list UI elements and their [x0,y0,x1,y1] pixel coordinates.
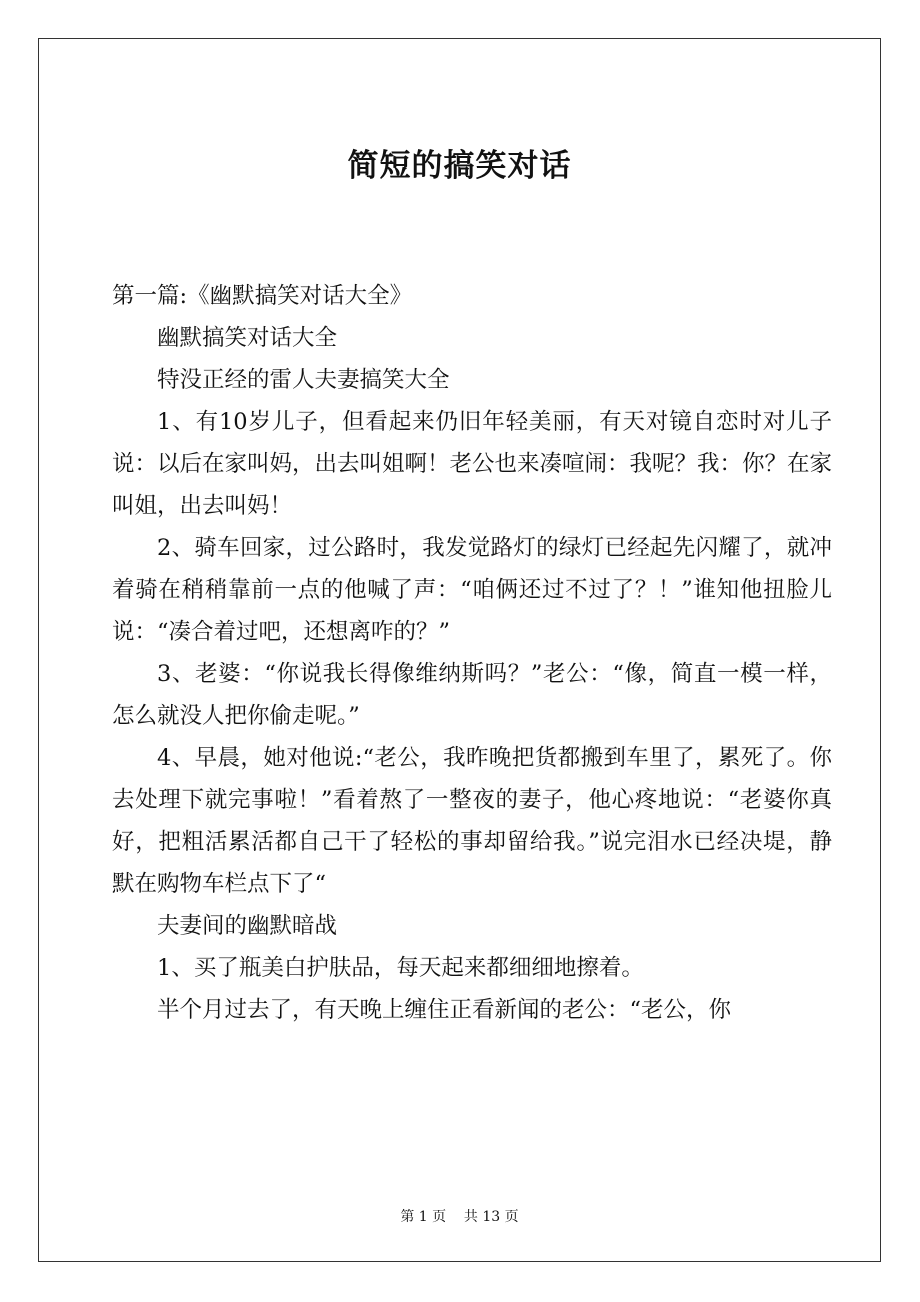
paragraph: 幽默搞笑对话大全 [157,325,338,351]
paragraph: 半个月过去了，有天晚上缠住正看新闻的老公：“老公，你 [157,997,732,1023]
paragraph: 1、买了瓶美白护肤品，每天起来都细细地擦着。 [157,955,644,981]
paragraph: 3、老婆：“你说我长得像维纳斯吗？”老公：“像，简直一模一样，怎么就没人把你偷走呢。” [112,661,832,729]
paragraph: 1、有10岁儿子，但看起来仍旧年轻美丽，有天对镜自恋时对儿子说：以后在家叫妈，出去叫姐啊！老公也来凑喧闹：我呢？我：你？在家叫姐，出去叫妈！ [112,409,833,519]
document-body [112,275,832,1031]
paragraph: 4、早晨，她对他说:“老公，我昨晚把货都搬到车里了，累死了。你去处理下就完事啦！”看着熬了一整夜的妻子，他心疼地说：“老婆你真好，把粗活累活都自己干了轻松的事却留给我。”说完泪水已经决堤，静默在购物车栏点下了“ [112,745,832,897]
page-footer: 第 1 页 共 13 页 [400,1209,519,1225]
paragraph: 第一篇:《幽默搞笑对话大全》 [112,283,413,309]
paragraph: 特没正经的雷人夫妻搞笑大全 [157,367,450,393]
document-title: 简短的搞笑对话 [347,148,572,184]
paragraph: 夫妻间的幽默暗战 [157,913,338,939]
paragraph: 2、骑车回家，过公路时，我发觉路灯的绿灯已经起先闪耀了，就冲着骑在稍稍靠前一点的他喊了声：“咱俩还过不过了？！”谁知他扭脸儿说：“凑合着过吧，还想离咋的？” [112,535,832,645]
